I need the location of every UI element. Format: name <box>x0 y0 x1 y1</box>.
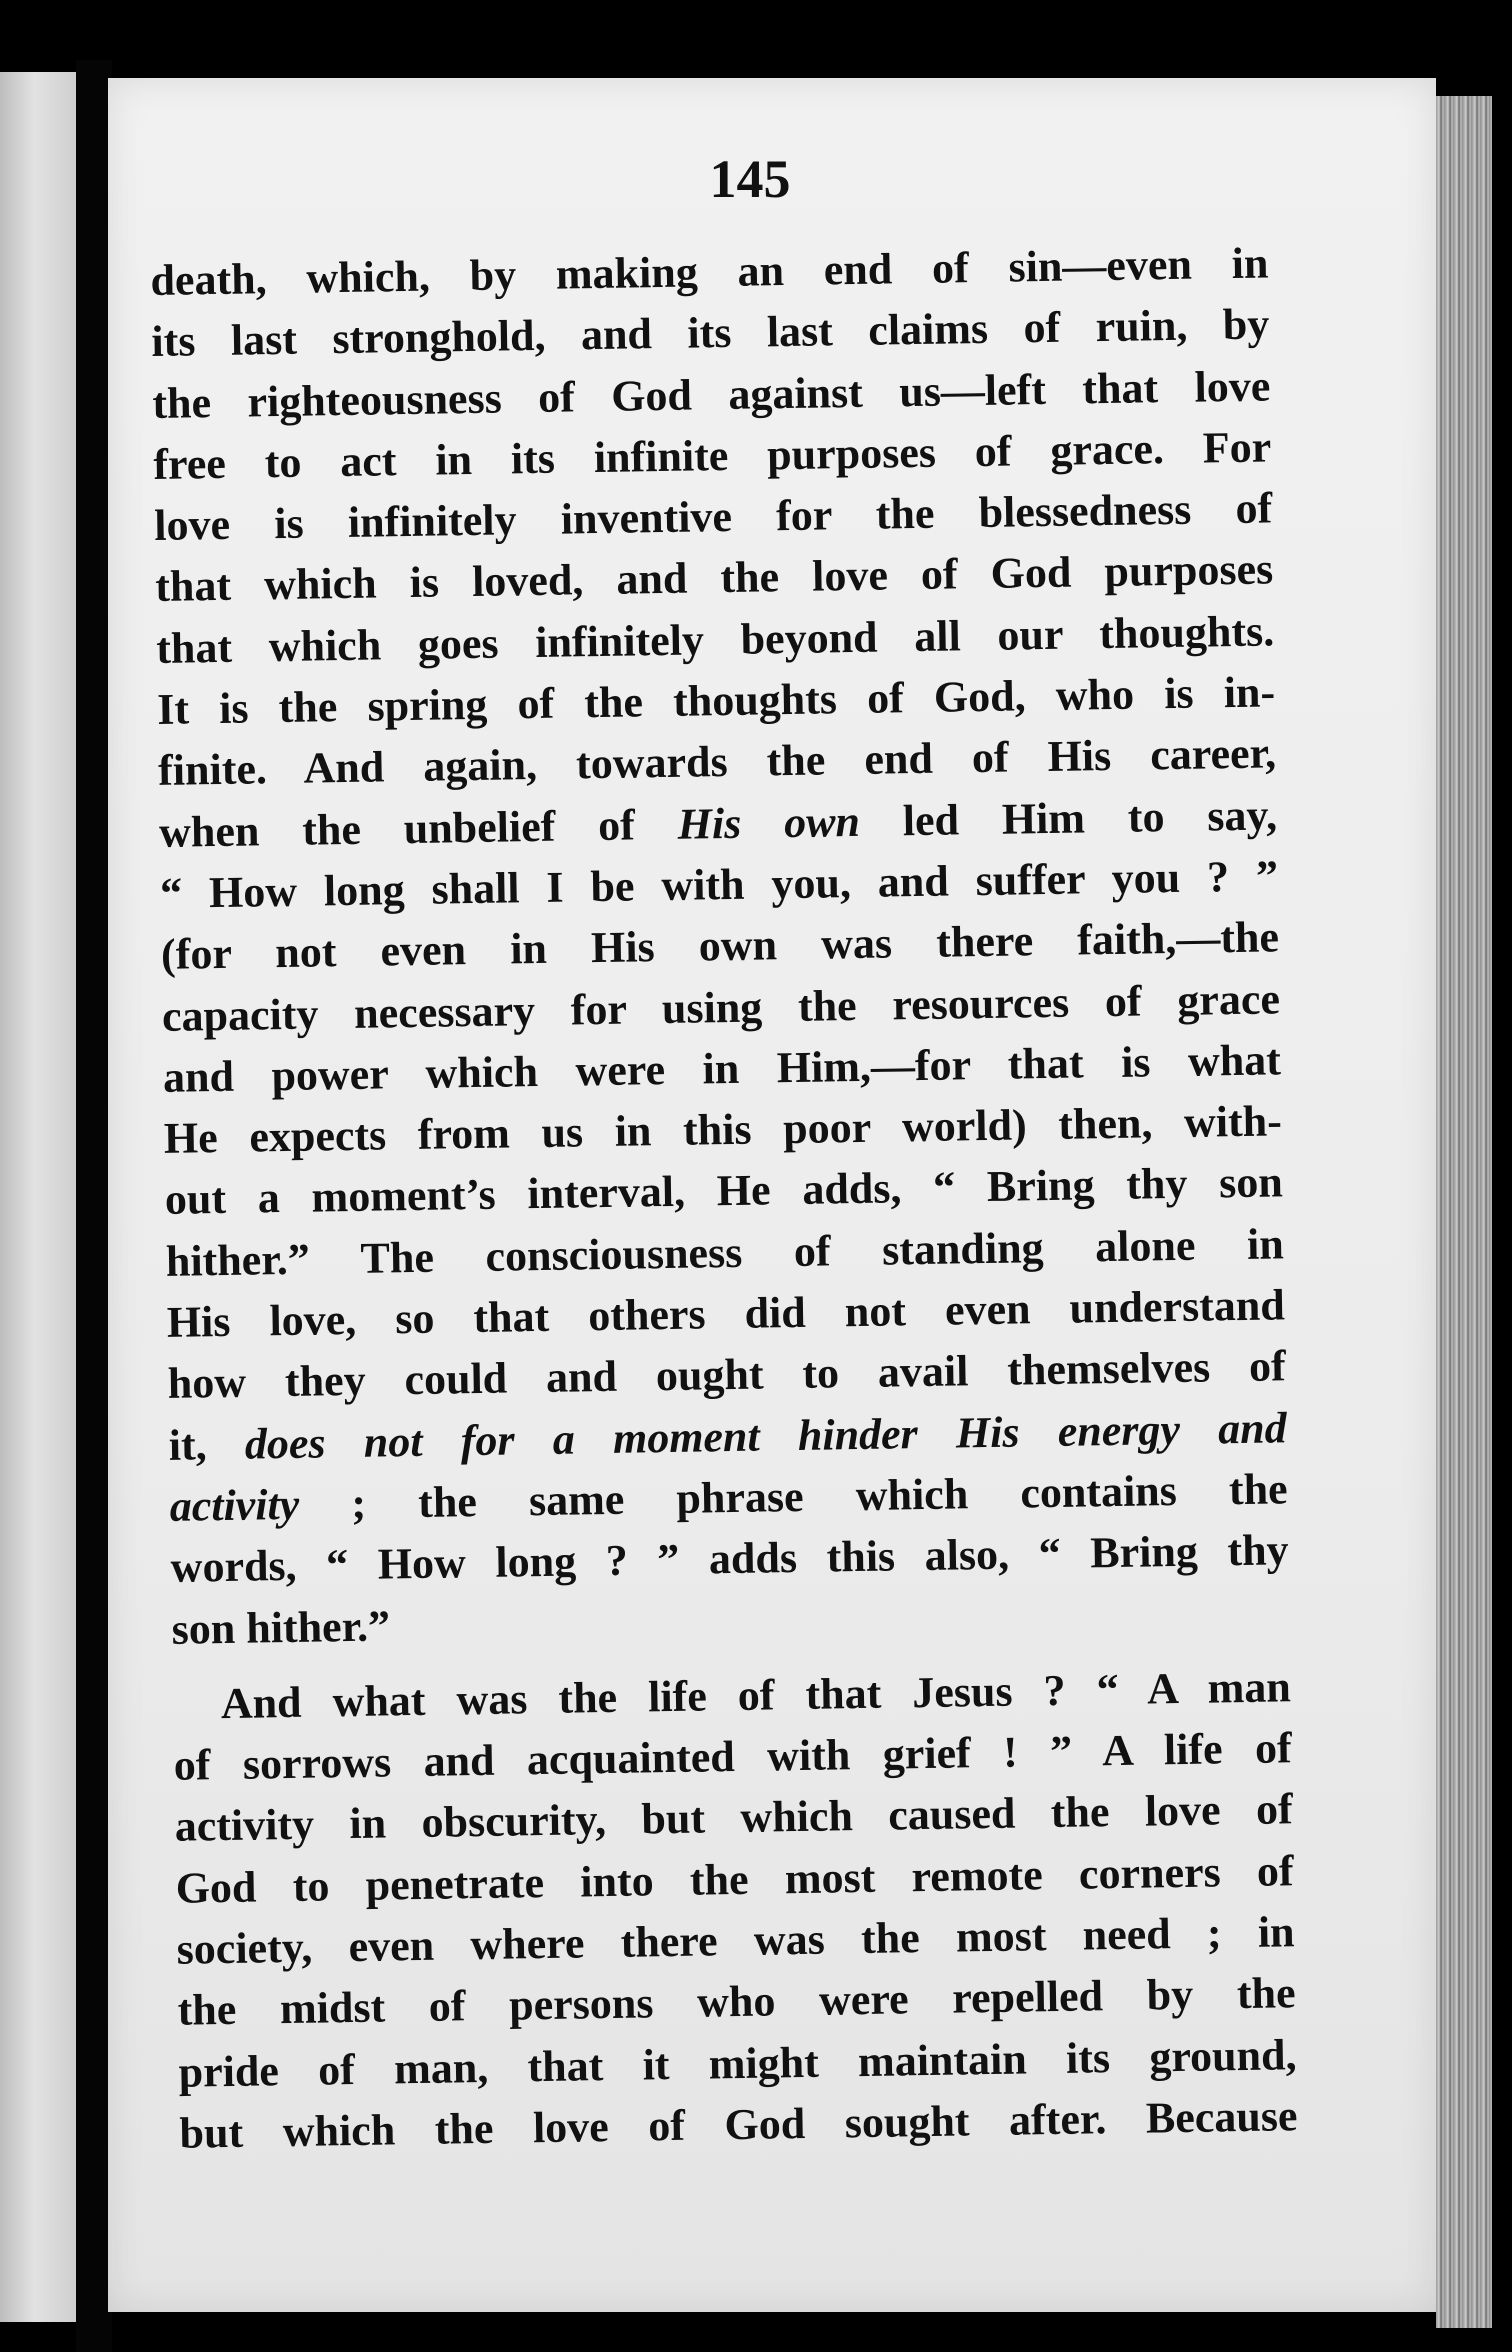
text-run: “ How long shall I be with you, and suffer you ? ” <box>159 851 1279 918</box>
text-run: God to penetrate into the most remote corners of <box>175 1845 1294 1913</box>
text-run: finite. And again, towards the end of His career, <box>157 728 1277 796</box>
text-run: free to act in its infinite purposes of grace. For <box>152 422 1272 489</box>
text-run: out a moment’s interval, He adds, “ Bring thy son <box>164 1157 1284 1225</box>
text-run: son hither.” <box>171 1600 391 1654</box>
text-run: And what was the life of that Jesus ? “ A man <box>220 1662 1292 1728</box>
text-run: capacity necessary for using the resources of grace <box>161 973 1281 1041</box>
italic-text-run: His own <box>677 796 861 849</box>
page-body-text <box>150 232 1298 2164</box>
book-gutter <box>76 60 112 2352</box>
page-number: 145 <box>709 149 791 209</box>
text-run: pride of man, that it might maintain its ground, <box>178 2029 1297 2097</box>
text-run: words, “ How long ? ” adds this also, “ Bring thy <box>170 1525 1289 1593</box>
text-run: how they could and ought to avail themselves of <box>167 1341 1287 1409</box>
text-run: the midst of persons who were repelled by the <box>177 1968 1296 2036</box>
text-run: He expects from us in this poor world) then, with- <box>163 1096 1283 1164</box>
text-run: ; the same phrase which contains the <box>298 1464 1288 1529</box>
text-run: when the unbelief of <box>158 799 679 857</box>
text-run: His love, so that others did not even understand <box>166 1280 1286 1347</box>
text-run: of sorrows and acquainted with grief ! ” A life of <box>173 1723 1293 1790</box>
text-run: that which is loved, and the love of God purposes <box>154 544 1274 612</box>
text-run: its last stronghold, and its last claims of ruin, by <box>151 299 1270 367</box>
text-run: but which the love of God sought after. Because <box>179 2091 1298 2158</box>
text-run: love is infinitely inventive for the blessedness of <box>153 483 1273 551</box>
text-run: and power which were in Him,—for that is what <box>162 1035 1282 1102</box>
text-run: death, which, by making an end of sin—even in <box>150 238 1269 305</box>
text-run: led Him to say, <box>859 790 1278 846</box>
text-run: it, <box>168 1419 246 1470</box>
italic-text-run: does not for a moment hinder His energy and <box>244 1402 1288 1469</box>
page-stack-edges <box>1436 96 1492 2328</box>
text-run: activity in obscurity, but which caused the love of <box>174 1784 1294 1852</box>
text-run: society, even where there was the most need ; in <box>176 1907 1295 1974</box>
text-run: It is the spring of the thoughts of God, who is in- <box>156 667 1276 735</box>
text-run: the righteousness of God against us—left that love <box>152 361 1271 428</box>
italic-text-run: activity <box>169 1479 300 1531</box>
text-run: hither.” The consciousness of standing alone in <box>165 1219 1285 1286</box>
text-run: (for not even in His own was there faith,—the <box>160 912 1280 980</box>
text-run: that which goes infinitely beyond all our thoughts. <box>155 606 1275 673</box>
previous-page-edge <box>0 72 76 2322</box>
